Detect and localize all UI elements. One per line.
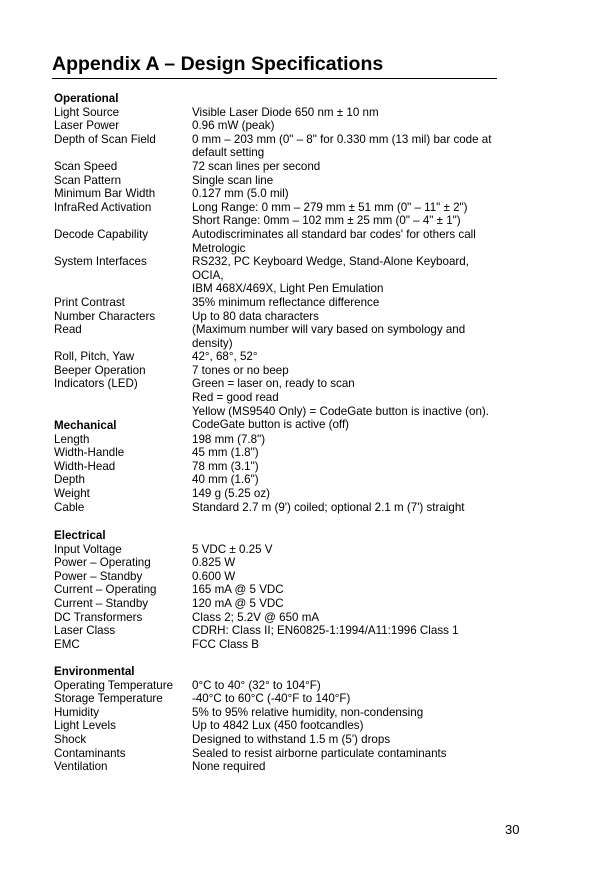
spec-value-line: 0.96 mW (peak) xyxy=(192,119,275,133)
spec-row xyxy=(54,487,554,501)
spec-row xyxy=(54,228,554,255)
spec-value-line: Standard 2.7 m (9') coiled; optional 2.1 m (7') straight xyxy=(192,500,465,514)
spec-value-line: Green = laser on, ready to scan xyxy=(192,377,355,391)
spec-row xyxy=(54,638,554,652)
spec-label: Operating Temperature xyxy=(54,678,174,692)
spec-label: Beeper Operation xyxy=(54,363,146,377)
spec-label: Shock xyxy=(54,732,87,746)
spec-value xyxy=(192,460,502,474)
spec-value xyxy=(192,706,502,720)
spec-row xyxy=(54,255,554,296)
spec-value-line: default setting xyxy=(192,146,265,160)
spec-row xyxy=(54,460,554,474)
spec-row xyxy=(54,706,554,720)
spec-value xyxy=(192,228,502,255)
spec-row xyxy=(54,733,554,747)
spec-row xyxy=(54,556,554,570)
spec-row xyxy=(54,446,554,460)
spec-value xyxy=(192,187,502,201)
section-electrical xyxy=(54,529,554,651)
spec-row xyxy=(54,323,554,350)
spec-value-line: 0.825 W xyxy=(192,556,236,570)
spec-value-line: None required xyxy=(192,760,266,774)
spec-value-line: Designed to withstand 1.5 m (5') drops xyxy=(192,732,391,746)
spec-label: Minimum Bar Width xyxy=(54,187,156,201)
spec-value xyxy=(192,556,502,570)
spec-label: Contaminants xyxy=(54,746,126,760)
spec-row xyxy=(54,624,554,638)
section-environmental xyxy=(54,665,554,774)
spec-label: Current – Standby xyxy=(54,596,149,610)
spec-row xyxy=(54,296,554,310)
spec-value-line: 78 mm (3.1") xyxy=(192,459,259,473)
spec-label: System Interfaces xyxy=(54,255,147,269)
spec-label: Ventilation xyxy=(54,760,108,774)
spec-label: Scan Pattern xyxy=(54,173,122,187)
spec-label: Width-Handle xyxy=(54,446,125,460)
spec-value xyxy=(192,433,502,447)
spec-value xyxy=(192,692,502,706)
spec-row xyxy=(54,133,554,160)
spec-value-line: 0°C to 40° (32° to 104°F) xyxy=(192,678,321,692)
spec-label: Indicators (LED) xyxy=(54,377,138,391)
spec-value-line: 198 mm (7.8") xyxy=(192,432,266,446)
spec-value-line: 5 VDC ± 0.25 V xyxy=(192,542,273,556)
spec-value-line: 165 mA @ 5 VDC xyxy=(192,583,284,597)
spec-label: Light Levels xyxy=(54,719,116,733)
spec-label: Number Characters xyxy=(54,309,156,323)
spec-value-line: Class 2; 5.2V @ 650 mA xyxy=(192,610,320,624)
spec-value-line: 35% minimum reflectance difference xyxy=(192,295,380,309)
spec-value-line: (Maximum number will vary based on symbology and density) xyxy=(192,323,466,350)
spec-label: Read xyxy=(54,323,82,337)
spec-value-line: FCC Class B xyxy=(192,637,259,651)
spec-row xyxy=(54,611,554,625)
spec-label: Cable xyxy=(54,500,85,514)
spec-value-line: 42°, 68°, 52° xyxy=(192,350,258,364)
spec-row xyxy=(54,187,554,201)
spec-label: Storage Temperature xyxy=(54,692,163,706)
spec-value xyxy=(192,296,502,310)
spec-value xyxy=(192,719,502,733)
spec-row xyxy=(54,597,554,611)
page-number: 30 xyxy=(505,822,520,837)
spec-label: Humidity xyxy=(54,705,100,719)
spec-label: EMC xyxy=(54,637,80,651)
spec-row xyxy=(54,433,554,447)
spec-value-line: Short Range: 0mm – 102 mm ± 25 mm (0" – 4" ± 1") xyxy=(192,214,461,228)
spec-value xyxy=(192,597,502,611)
section-operational xyxy=(54,92,554,432)
spec-row xyxy=(54,679,554,693)
spec-value xyxy=(192,747,502,761)
spec-row xyxy=(54,583,554,597)
spec-label: Power – Standby xyxy=(54,569,143,583)
spec-row xyxy=(54,350,554,364)
spec-value-line: RS232, PC Keyboard Wedge, Stand-Alone Keyboard, OCIA, xyxy=(192,255,469,282)
spec-label: InfraRed Activation xyxy=(54,200,152,214)
section-heading: Operational xyxy=(54,92,119,105)
spec-label: Laser Power xyxy=(54,119,120,133)
page-title: Appendix A – Design Specifications xyxy=(52,52,497,79)
spec-row xyxy=(54,106,554,120)
spec-label: Power – Operating xyxy=(54,556,151,570)
spec-value xyxy=(192,446,502,460)
spec-row xyxy=(54,174,554,188)
spec-value xyxy=(192,160,502,174)
spec-label: Depth xyxy=(54,473,85,487)
spec-value xyxy=(192,133,502,160)
spec-row xyxy=(54,119,554,133)
spec-value-line: CodeGate button is active (off) xyxy=(192,418,350,432)
spec-value-line: Single scan line xyxy=(192,173,274,187)
spec-value-line: 5% to 95% relative humidity, non-condensing xyxy=(192,705,424,719)
spec-value xyxy=(192,624,502,638)
spec-row xyxy=(54,364,554,378)
spec-value xyxy=(192,487,502,501)
spec-value-line: CDRH: Class II; EN60825-1:1994/A11:1996 Class 1 xyxy=(192,624,459,638)
spec-row xyxy=(54,201,554,228)
spec-value xyxy=(192,255,502,296)
spec-row xyxy=(54,570,554,584)
spec-value xyxy=(192,679,502,693)
section-heading: Mechanical xyxy=(54,419,117,432)
section-heading: Electrical xyxy=(54,529,106,542)
spec-value-line: 0.127 mm (5.0 mil) xyxy=(192,187,289,201)
spec-value-line: 45 mm (1.8") xyxy=(192,446,259,460)
spec-value xyxy=(192,119,502,133)
spec-value-line: 149 g (5.25 oz) xyxy=(192,486,270,500)
spec-row xyxy=(54,719,554,733)
spec-value xyxy=(192,501,502,515)
spec-value xyxy=(192,570,502,584)
spec-label: Scan Speed xyxy=(54,159,118,173)
spec-value-line: 0.600 W xyxy=(192,569,236,583)
spec-value-line: Up to 4842 Lux (450 footcandles) xyxy=(192,719,364,733)
spec-value xyxy=(192,201,502,228)
spec-value-line: IBM 468X/469X, Light Pen Emulation xyxy=(192,282,384,296)
spec-value xyxy=(192,733,502,747)
spec-value xyxy=(192,473,502,487)
spec-value-line: Metrologic xyxy=(192,241,246,255)
spec-value xyxy=(192,364,502,378)
spec-row xyxy=(54,160,554,174)
spec-value xyxy=(192,310,502,324)
spec-row xyxy=(54,543,554,557)
spec-value-line: Long Range: 0 mm – 279 mm ± 51 mm (0" – 11" ± 2") xyxy=(192,200,468,214)
spec-row xyxy=(54,747,554,761)
spec-row xyxy=(54,501,554,515)
spec-label: Light Source xyxy=(54,105,120,119)
spec-value-line: 72 scan lines per second xyxy=(192,159,321,173)
spec-row xyxy=(54,760,554,774)
spec-label: Current – Operating xyxy=(54,583,157,597)
spec-value xyxy=(192,350,502,364)
section-heading: Environmental xyxy=(54,665,135,678)
spec-value-line: 0 mm – 203 mm (0" – 8" for 0.330 mm (13 mil) bar code at xyxy=(192,132,492,146)
spec-value-line: Autodiscriminates all standard bar codes' for others call xyxy=(192,227,476,241)
spec-label: Width-Head xyxy=(54,459,116,473)
spec-value-line: Red = good read xyxy=(192,391,279,405)
spec-value xyxy=(192,638,502,652)
spec-value-line: 7 tones or no beep xyxy=(192,363,289,377)
spec-label: Weight xyxy=(54,486,90,500)
spec-row xyxy=(54,310,554,324)
spec-row xyxy=(54,692,554,706)
spec-row xyxy=(54,473,554,487)
spec-label: Roll, Pitch, Yaw xyxy=(54,350,135,364)
spec-label: Decode Capability xyxy=(54,227,149,241)
spec-value-line: -40°C to 60°C (-40°F to 140°F) xyxy=(192,692,351,706)
spec-label: DC Transformers xyxy=(54,610,143,624)
spec-label: Depth of Scan Field xyxy=(54,132,156,146)
spec-value-line: Sealed to resist airborne particulate contaminants xyxy=(192,746,447,760)
spec-label: Length xyxy=(54,432,90,446)
spec-value xyxy=(192,174,502,188)
spec-value-line: 40 mm (1.6") xyxy=(192,473,259,487)
spec-label: Laser Class xyxy=(54,624,116,638)
section-mechanical xyxy=(54,419,554,514)
spec-value xyxy=(192,106,502,120)
spec-value-line: Yellow (MS9540 Only) = CodeGate button is inactive (on). xyxy=(192,404,489,418)
spec-value-line: 120 mA @ 5 VDC xyxy=(192,596,284,610)
spec-label: Print Contrast xyxy=(54,295,125,309)
spec-value xyxy=(192,760,502,774)
spec-value xyxy=(192,583,502,597)
spec-value xyxy=(192,323,502,350)
spec-value xyxy=(192,611,502,625)
spec-value-line: Up to 80 data characters xyxy=(192,309,319,323)
spec-value-line: Visible Laser Diode 650 nm ± 10 nm xyxy=(192,105,379,119)
spec-label: Input Voltage xyxy=(54,542,122,556)
spec-value xyxy=(192,543,502,557)
